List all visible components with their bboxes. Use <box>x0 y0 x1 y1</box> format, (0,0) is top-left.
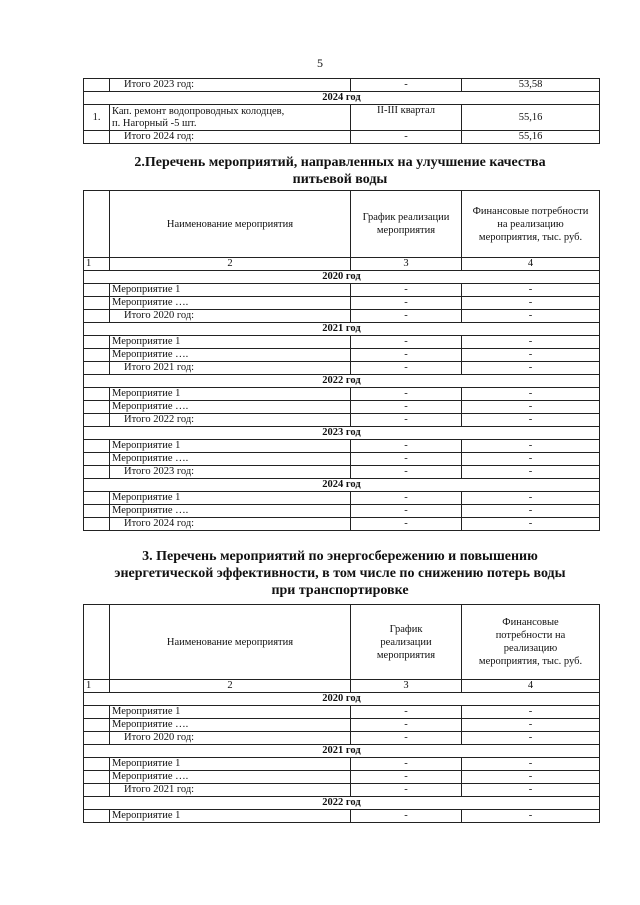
value-cell: - <box>462 440 600 453</box>
schedule-cell: - <box>351 771 462 784</box>
value-cell: - <box>462 758 600 771</box>
value-cell: - <box>462 362 600 375</box>
total-label: Итого 2020 год: <box>110 732 351 745</box>
section2-title: 2.Перечень мероприятий, направленных на улучшение качества питьевой воды <box>134 155 546 187</box>
value-cell: - <box>462 719 600 732</box>
table-row <box>84 131 600 144</box>
activity-name: Мероприятие 1 <box>110 440 351 453</box>
schedule-cell: - <box>351 758 462 771</box>
row-number <box>84 784 110 797</box>
col-number: 2 <box>110 258 351 271</box>
row-number <box>84 505 110 518</box>
value-cell: - <box>462 388 600 401</box>
schedule-cell: - <box>351 505 462 518</box>
row-number <box>84 810 110 823</box>
activity-name: Мероприятие 1 <box>110 810 351 823</box>
activity-name: Мероприятие 1 <box>110 758 351 771</box>
header-number-cell <box>84 191 110 258</box>
row-number <box>84 284 110 297</box>
activity-name <box>110 105 351 131</box>
value-cell: - <box>462 505 600 518</box>
table-section2 <box>83 190 600 531</box>
table-section3 <box>83 604 600 823</box>
value-cell: - <box>462 284 600 297</box>
page-number: 5 <box>317 56 323 70</box>
table-row <box>84 388 600 401</box>
year-label: 2020 год <box>84 693 600 706</box>
value-cell: - <box>462 453 600 466</box>
activity-name: Мероприятие …. <box>110 505 351 518</box>
schedule-cell: - <box>351 810 462 823</box>
total-label: Итого 2021 год: <box>110 784 351 797</box>
value-cell: - <box>462 349 600 362</box>
header-row <box>84 191 600 258</box>
schedule-cell: - <box>351 388 462 401</box>
value-cell: - <box>462 401 600 414</box>
row-number <box>84 758 110 771</box>
table-row <box>84 518 600 531</box>
year-row <box>84 427 600 440</box>
table-row <box>84 810 600 823</box>
column-numbers-row <box>84 680 600 693</box>
row-number <box>84 732 110 745</box>
row-number <box>84 79 110 92</box>
activity-name: Мероприятие …. <box>110 453 351 466</box>
year-label: 2021 год <box>84 323 600 336</box>
col-number: 2 <box>110 680 351 693</box>
activity-name: Мероприятие …. <box>110 349 351 362</box>
year-label: 2024 год <box>84 92 600 105</box>
schedule-cell: - <box>351 310 462 323</box>
table-row <box>84 414 600 427</box>
activity-name: Мероприятие 1 <box>110 284 351 297</box>
activity-name: Мероприятие …. <box>110 297 351 310</box>
table-continuation <box>83 78 600 144</box>
col-number: 1 <box>84 680 110 693</box>
schedule-cell: - <box>351 79 462 92</box>
header-schedule: График реализации мероприятия <box>351 191 462 258</box>
year-label: 2021 год <box>84 745 600 758</box>
value-cell: - <box>462 784 600 797</box>
row-number <box>84 297 110 310</box>
activity-name: Мероприятие …. <box>110 719 351 732</box>
col-number: 4 <box>462 258 600 271</box>
row-number <box>84 414 110 427</box>
year-label: 2024 год <box>84 479 600 492</box>
value-cell: - <box>462 518 600 531</box>
table-row <box>84 466 600 479</box>
row-number <box>84 310 110 323</box>
value-cell: - <box>462 466 600 479</box>
value-cell: - <box>462 297 600 310</box>
total-label: Итого 2023 год: <box>110 79 351 92</box>
table-row <box>84 310 600 323</box>
total-label: Итого 2024 год: <box>110 131 351 144</box>
year-row <box>84 479 600 492</box>
header-schedule: График реализации мероприятия <box>351 605 462 680</box>
header-number-cell <box>84 605 110 680</box>
row-number <box>84 719 110 732</box>
value-cell: - <box>462 706 600 719</box>
row-number <box>84 453 110 466</box>
value-cell: - <box>462 732 600 745</box>
table-row <box>84 105 600 131</box>
table-row <box>84 505 600 518</box>
table-row <box>84 336 600 349</box>
value-cell: - <box>462 414 600 427</box>
year-row <box>84 375 600 388</box>
row-number <box>84 336 110 349</box>
schedule-cell: - <box>351 518 462 531</box>
row-number <box>84 131 110 144</box>
schedule-cell: - <box>351 719 462 732</box>
schedule-cell: - <box>351 466 462 479</box>
header-name: Наименование мероприятия <box>110 191 351 258</box>
schedule-cell: - <box>351 492 462 505</box>
value-cell: 55,16 <box>462 105 600 131</box>
schedule-cell: - <box>351 784 462 797</box>
table-row <box>84 284 600 297</box>
table-row <box>84 453 600 466</box>
header-row <box>84 605 600 680</box>
row-number <box>84 466 110 479</box>
activity-name: Мероприятие 1 <box>110 388 351 401</box>
table-row <box>84 784 600 797</box>
row-number <box>84 401 110 414</box>
schedule-cell: II-III квартал <box>351 105 462 131</box>
total-label: Итого 2022 год: <box>110 414 351 427</box>
column-numbers-row <box>84 258 600 271</box>
table-row <box>84 771 600 784</box>
row-number <box>84 771 110 784</box>
col-number: 4 <box>462 680 600 693</box>
header-name: Наименование мероприятия <box>110 605 351 680</box>
activity-name: Мероприятие 1 <box>110 336 351 349</box>
value-cell: 55,16 <box>462 131 600 144</box>
value-cell: - <box>462 336 600 349</box>
schedule-cell: - <box>351 732 462 745</box>
value-cell: - <box>462 492 600 505</box>
row-number <box>84 518 110 531</box>
activity-name: Мероприятие 1 <box>110 706 351 719</box>
year-row <box>84 745 600 758</box>
activity-name: Мероприятие 1 <box>110 492 351 505</box>
col-number: 3 <box>351 258 462 271</box>
activity-name: Мероприятие …. <box>110 401 351 414</box>
year-label: 2023 год <box>84 427 600 440</box>
table-row <box>84 401 600 414</box>
schedule-cell: - <box>351 336 462 349</box>
total-label: Итого 2023 год: <box>110 466 351 479</box>
schedule-cell: - <box>351 414 462 427</box>
schedule-cell: - <box>351 401 462 414</box>
schedule-cell: - <box>351 297 462 310</box>
year-label: 2022 год <box>84 797 600 810</box>
table-row <box>84 297 600 310</box>
row-number <box>84 440 110 453</box>
header-finance: Финансовые потребности на реализацию мероприятия, тыс. руб. <box>462 191 600 258</box>
col-number: 1 <box>84 258 110 271</box>
schedule-cell: - <box>351 362 462 375</box>
table-row <box>84 492 600 505</box>
activity-name: Мероприятие …. <box>110 771 351 784</box>
table-row <box>84 79 600 92</box>
row-number <box>84 362 110 375</box>
activity-name-line: п. Нагорный -5 шт. <box>112 117 197 129</box>
year-row <box>84 271 600 284</box>
table-row <box>84 349 600 362</box>
row-number <box>84 388 110 401</box>
table-row <box>84 706 600 719</box>
value-cell: 53,58 <box>462 79 600 92</box>
table-row <box>84 758 600 771</box>
value-cell: - <box>462 771 600 784</box>
schedule-cell: - <box>351 440 462 453</box>
row-number <box>84 349 110 362</box>
activity-name-line: Кап. ремонт водопроводных колодцев, <box>112 105 285 117</box>
section3-title: 3. Перечень мероприятий по энергосбережению и повышению энергетической эффективности, в том числе по снижению потерь воды при транспортировке <box>114 549 566 598</box>
value-cell: - <box>462 310 600 323</box>
row-number <box>84 706 110 719</box>
table-row <box>84 440 600 453</box>
table-row <box>84 362 600 375</box>
row-number <box>84 492 110 505</box>
header-finance: Финансовые потребности на реализацию мероприятия, тыс. руб. <box>462 605 600 680</box>
table-row <box>84 732 600 745</box>
year-row <box>84 92 600 105</box>
year-row <box>84 693 600 706</box>
year-label: 2020 год <box>84 271 600 284</box>
schedule-cell: - <box>351 284 462 297</box>
year-label: 2022 год <box>84 375 600 388</box>
col-number: 3 <box>351 680 462 693</box>
value-cell: - <box>462 810 600 823</box>
total-label: Итого 2021 год: <box>110 362 351 375</box>
total-label: Итого 2020 год: <box>110 310 351 323</box>
schedule-cell: - <box>351 453 462 466</box>
table-row <box>84 719 600 732</box>
schedule-cell: - <box>351 349 462 362</box>
schedule-cell: - <box>351 131 462 144</box>
year-row <box>84 797 600 810</box>
year-row <box>84 323 600 336</box>
schedule-cell: - <box>351 706 462 719</box>
total-label: Итого 2024 год: <box>110 518 351 531</box>
row-number: 1. <box>84 105 110 131</box>
